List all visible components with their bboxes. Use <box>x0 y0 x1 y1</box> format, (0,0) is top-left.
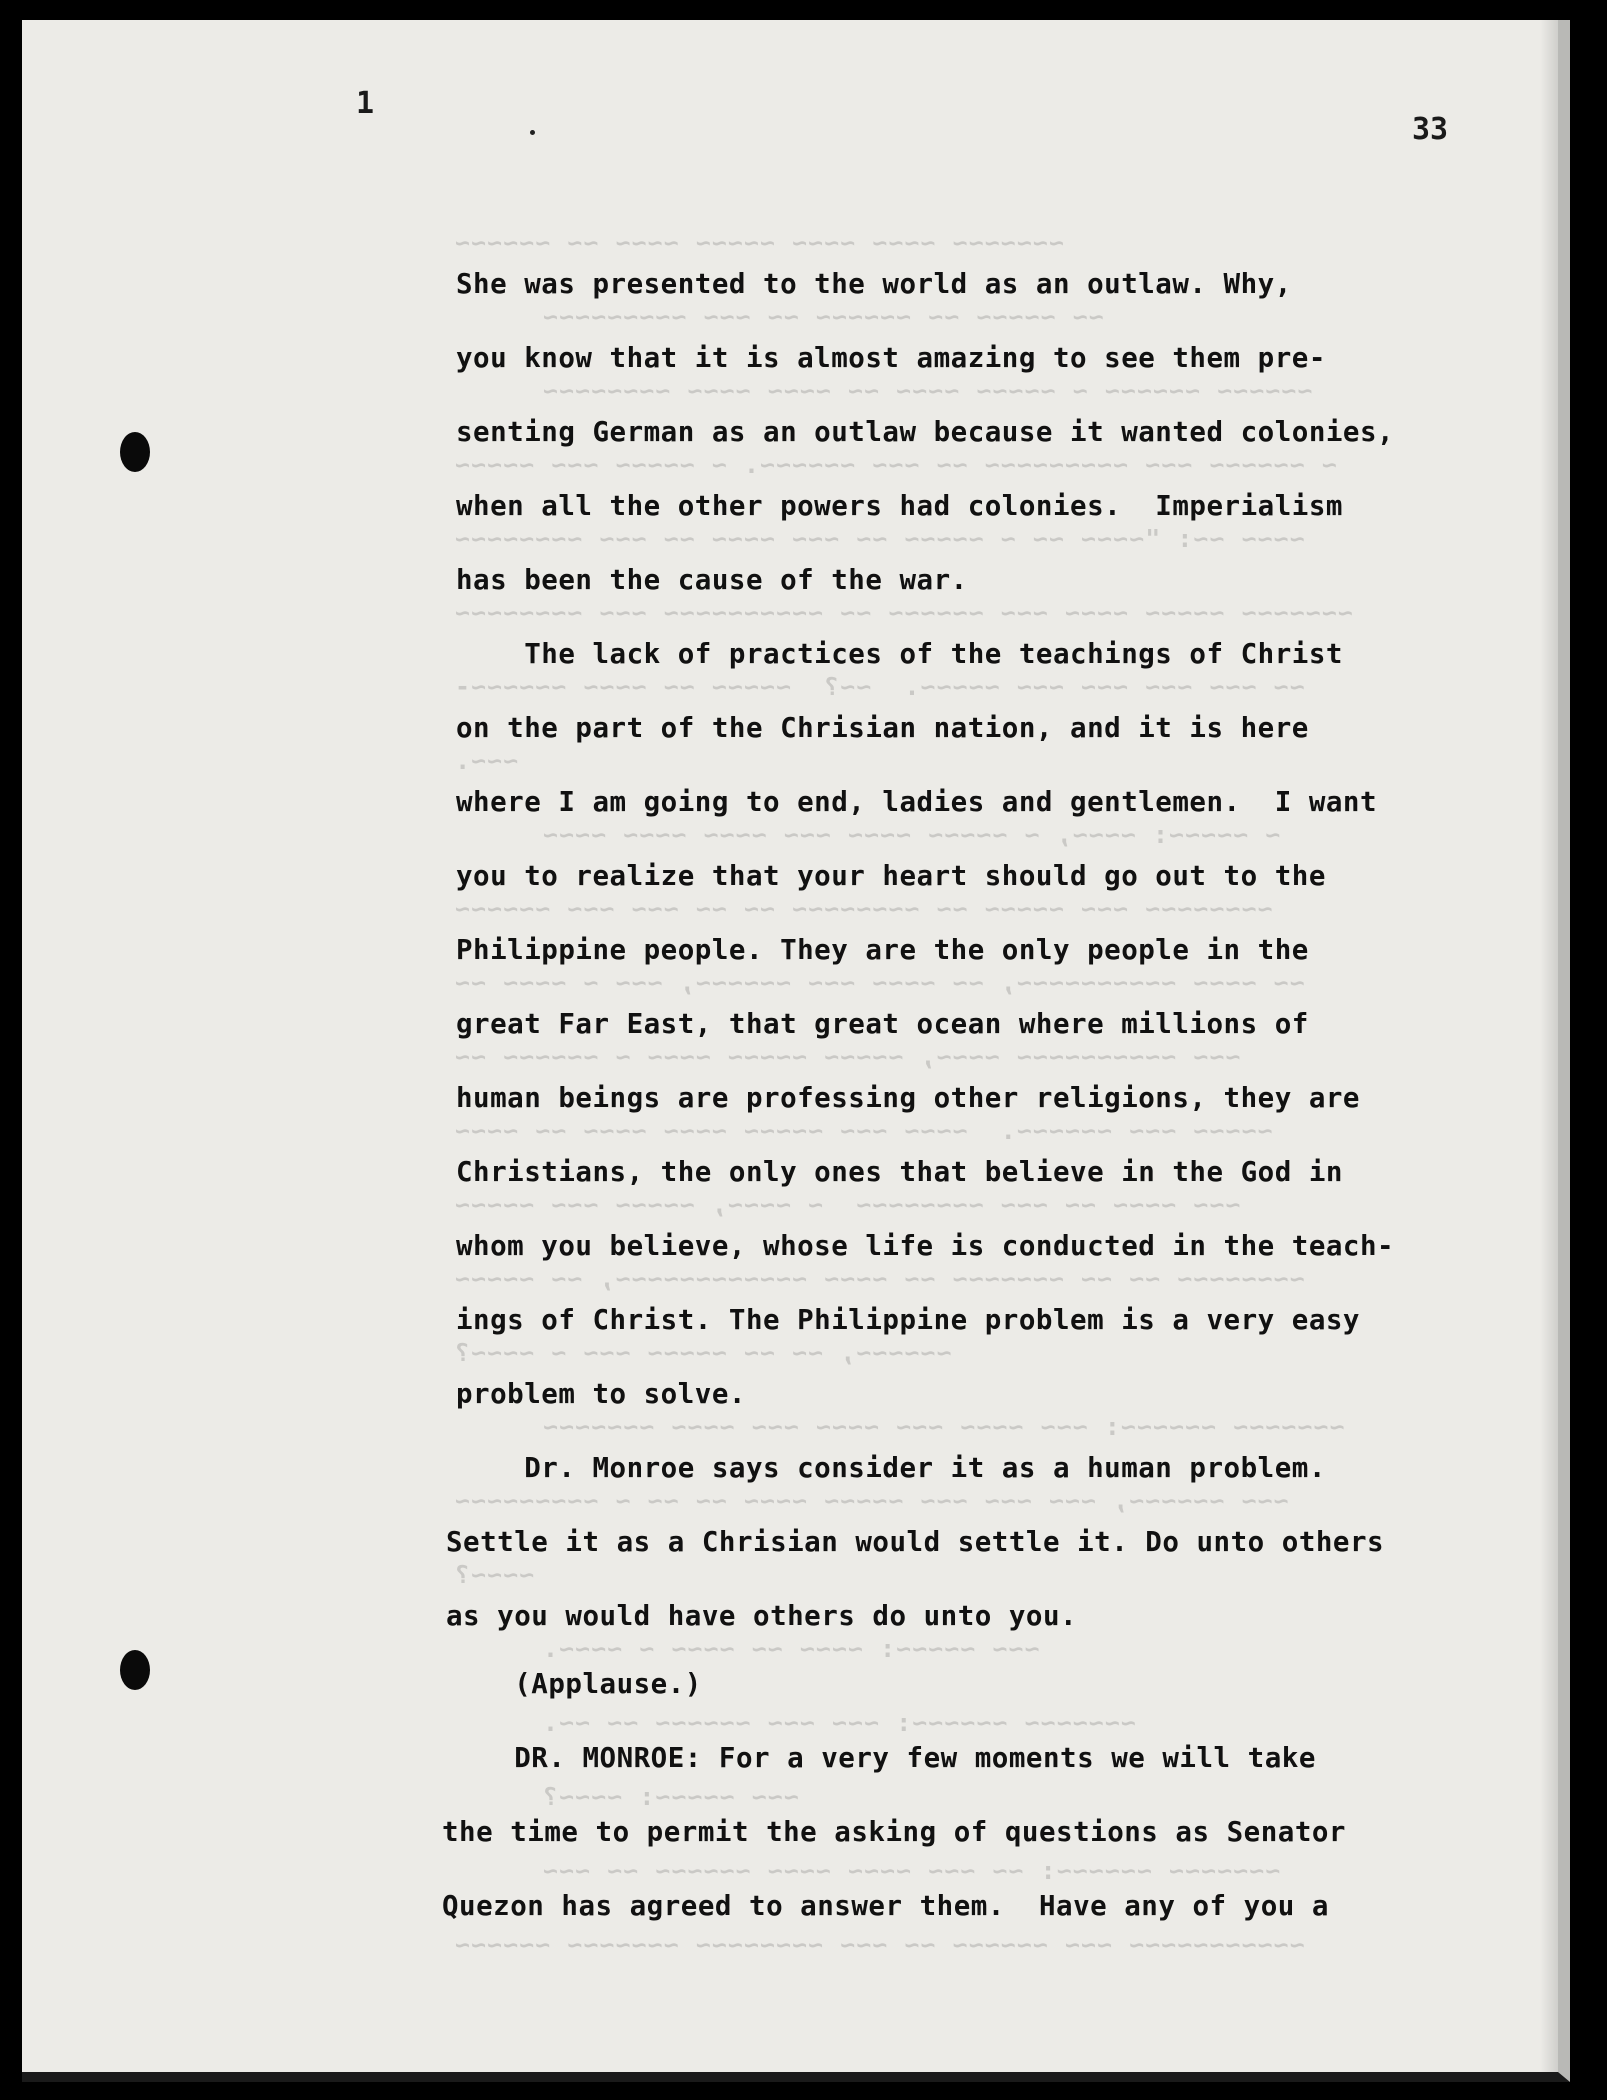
text-line: you know that it is almost amazing to see them pre- <box>456 342 1326 374</box>
bleed-through-6: ~~~~~~~ ~~~~~ ~~~~ ~~~ ~~~~~~ ~~ ~~~~~~~~~~ ~~~ ~~~~~~~~ <box>454 598 1353 627</box>
text-line: senting German as an outlaw because it wanted colonies, <box>456 416 1395 448</box>
text-line: you to realize that your heart should go out to the <box>456 860 1326 892</box>
bleed-through-23: ~~~~~~~ ~~~~~~: ~~ ~~~ ~~~~ ~~~~ ~~~~~~ ~~ ~~~ <box>542 1856 1281 1885</box>
bleed-through-14: ~~~ ~~~~ ~~ ~~~ ~~~~~~~~ ~ ~~~~, ~~~~~ ~~~ ~~~~~ <box>454 1190 1241 1219</box>
text-line: Philippine people. They are the only people in the <box>456 934 1309 966</box>
bleed-through-19: ~~~~? <box>454 1560 535 1589</box>
text-line: Dr. Monroe says consider it as a human problem. <box>456 1452 1326 1484</box>
bleed-through-17: ~~~~~~~ ~~~~~~: ~~~ ~~~~ ~~~ ~~~~ ~~~ ~~~~ ~~~~~~~ <box>542 1412 1345 1441</box>
ink-speck <box>530 130 535 135</box>
text-line: where I am going to end, ladies and gentlemen. I want <box>456 786 1378 818</box>
text-line: Quezon has agreed to answer them. Have any of you a <box>442 1890 1329 1922</box>
text-line: Settle it as a Chrisian would settle it. Do unto others <box>446 1526 1385 1558</box>
text-line: She was presented to the world as an outlaw. Why, <box>456 268 1292 300</box>
bleed-through-15: ~~~~~~~~ ~~ ~~ ~~~~~~~ ~~ ~~~~ ~~~~~~~~~~~~, ~~ ~~~~~ <box>454 1264 1305 1293</box>
bleed-through-18: ~~~ ~~~~~~, ~~~ ~~~ ~~~ ~~~~~ ~~~~ ~~ ~~ ~ ~~~~~~~~~ <box>454 1486 1289 1515</box>
bleed-through-5: ~~~~ ~~: "~~~~ ~~ ~ ~~~~~ ~~ ~~~ ~~~~ ~~ ~~~ ~~~~~~~~ <box>454 524 1305 553</box>
bleed-through-7: ~~ ~~~ ~~~ ~~~ ~~~ ~~~~~. ~~? ~~~~~ ~~ ~~~~ ~~~~~~- <box>454 672 1305 701</box>
bleed-through-12: ~~~ ~~~~~~~~~~ ~~~~, ~~~~~ ~~~~~ ~~~~ ~ ~~~~~~ ~~ <box>454 1042 1241 1071</box>
bleed-through-16: ~~~~~~, ~~ ~~ ~~~~~ ~~~ ~ ~~~~? <box>454 1338 952 1367</box>
bleed-through-3: ~~~~~~ ~~~~~~ ~ ~~~~~ ~~~~ ~~ ~~~~ ~~~~ ~~~~~~~~ <box>542 376 1313 405</box>
bleed-through-11: ~~ ~~~~ ~~~~~~~~~~, ~~ ~~~~ ~~~ ~~~~~~, ~~~ ~ ~~~~ ~~ <box>454 968 1305 997</box>
bleed-through-21: ~~~~~~~ ~~~~~~: ~~~ ~~~ ~~~~~~ ~~ ~~. <box>542 1708 1136 1737</box>
page-marker-left: 1 <box>356 86 375 121</box>
text-line: Christians, the only ones that believe in the God in <box>456 1156 1343 1188</box>
bleed-through-24: ~~~~~~~~~~~ ~~~ ~~~~~~ ~~ ~~~ ~~~~~~~~ ~~~~~~~ ~~~~~~ <box>454 1930 1305 1959</box>
text-line: human beings are professing other religions, they are <box>456 1082 1360 1114</box>
bleed-through-4: ~ ~~~~~~ ~~~ ~~~~~~~~~ ~~ ~~~ ~~~~~~. ~ ~~~~~ ~~~ ~~~~~ <box>454 450 1337 479</box>
bleed-through-1: ~~~~~~~ ~~~~ ~~~~ ~~~~~ ~~~~ ~~ ~~~~~~ <box>454 228 1064 257</box>
text-line: (Applause.) <box>446 1668 702 1700</box>
paper-sheet <box>22 20 1570 2082</box>
text-line: the time to permit the asking of questions as Senator <box>442 1816 1346 1848</box>
text-line: as you would have others do unto you. <box>446 1600 1078 1632</box>
text-line: on the part of the Chrisian nation, and it is here <box>456 712 1309 744</box>
bleed-through-8: ~~~. <box>454 746 519 775</box>
bleed-through-2: ~~ ~~~~~ ~~ ~~~~~~ ~~ ~~~ ~~~~~~~~~ <box>542 302 1104 331</box>
bleed-through-10: ~~~~~~~~ ~~~ ~~~~~ ~~ ~~~~~~~~ ~~ ~~ ~~~ ~~~ ~~~~~~ <box>454 894 1273 923</box>
bleed-through-22: ~~~ ~~~~~: ~~~~? <box>542 1782 799 1811</box>
text-line: great Far East, that great ocean where millions of <box>456 1008 1309 1040</box>
binder-hole-top <box>120 432 150 472</box>
text-line: when all the other powers had colonies. Imperialism <box>456 490 1343 522</box>
text-line: whom you believe, whose life is conducted in the teach- <box>456 1230 1395 1262</box>
bleed-through-13: ~~~~~ ~~~ ~~~~~~. ~~~~ ~~~ ~~~~~ ~~~~ ~~~~ ~~ ~~~~ <box>454 1116 1273 1145</box>
bleed-through-9: ~ ~~~~~: ~~~~, ~ ~~~~~ ~~~~ ~~~ ~~~~ ~~~~ ~~~~ <box>542 820 1281 849</box>
text-line: problem to solve. <box>456 1378 746 1410</box>
paper-edge-shadow <box>1540 20 1558 2072</box>
text-line: The lack of practices of the teachings of Christ <box>456 638 1343 670</box>
bleed-through-20: ~~~ ~~~~~: ~~~~ ~~ ~~~~ ~ ~~~~. <box>542 1634 1040 1663</box>
text-line: ings of Christ. The Philippine problem is a very easy <box>456 1304 1360 1336</box>
text-line: has been the cause of the war. <box>456 564 968 596</box>
text-line: DR. MONROE: For a very few moments we will take <box>446 1742 1316 1774</box>
page-number: 33 <box>1412 112 1449 147</box>
binder-hole-bottom <box>120 1650 150 1690</box>
